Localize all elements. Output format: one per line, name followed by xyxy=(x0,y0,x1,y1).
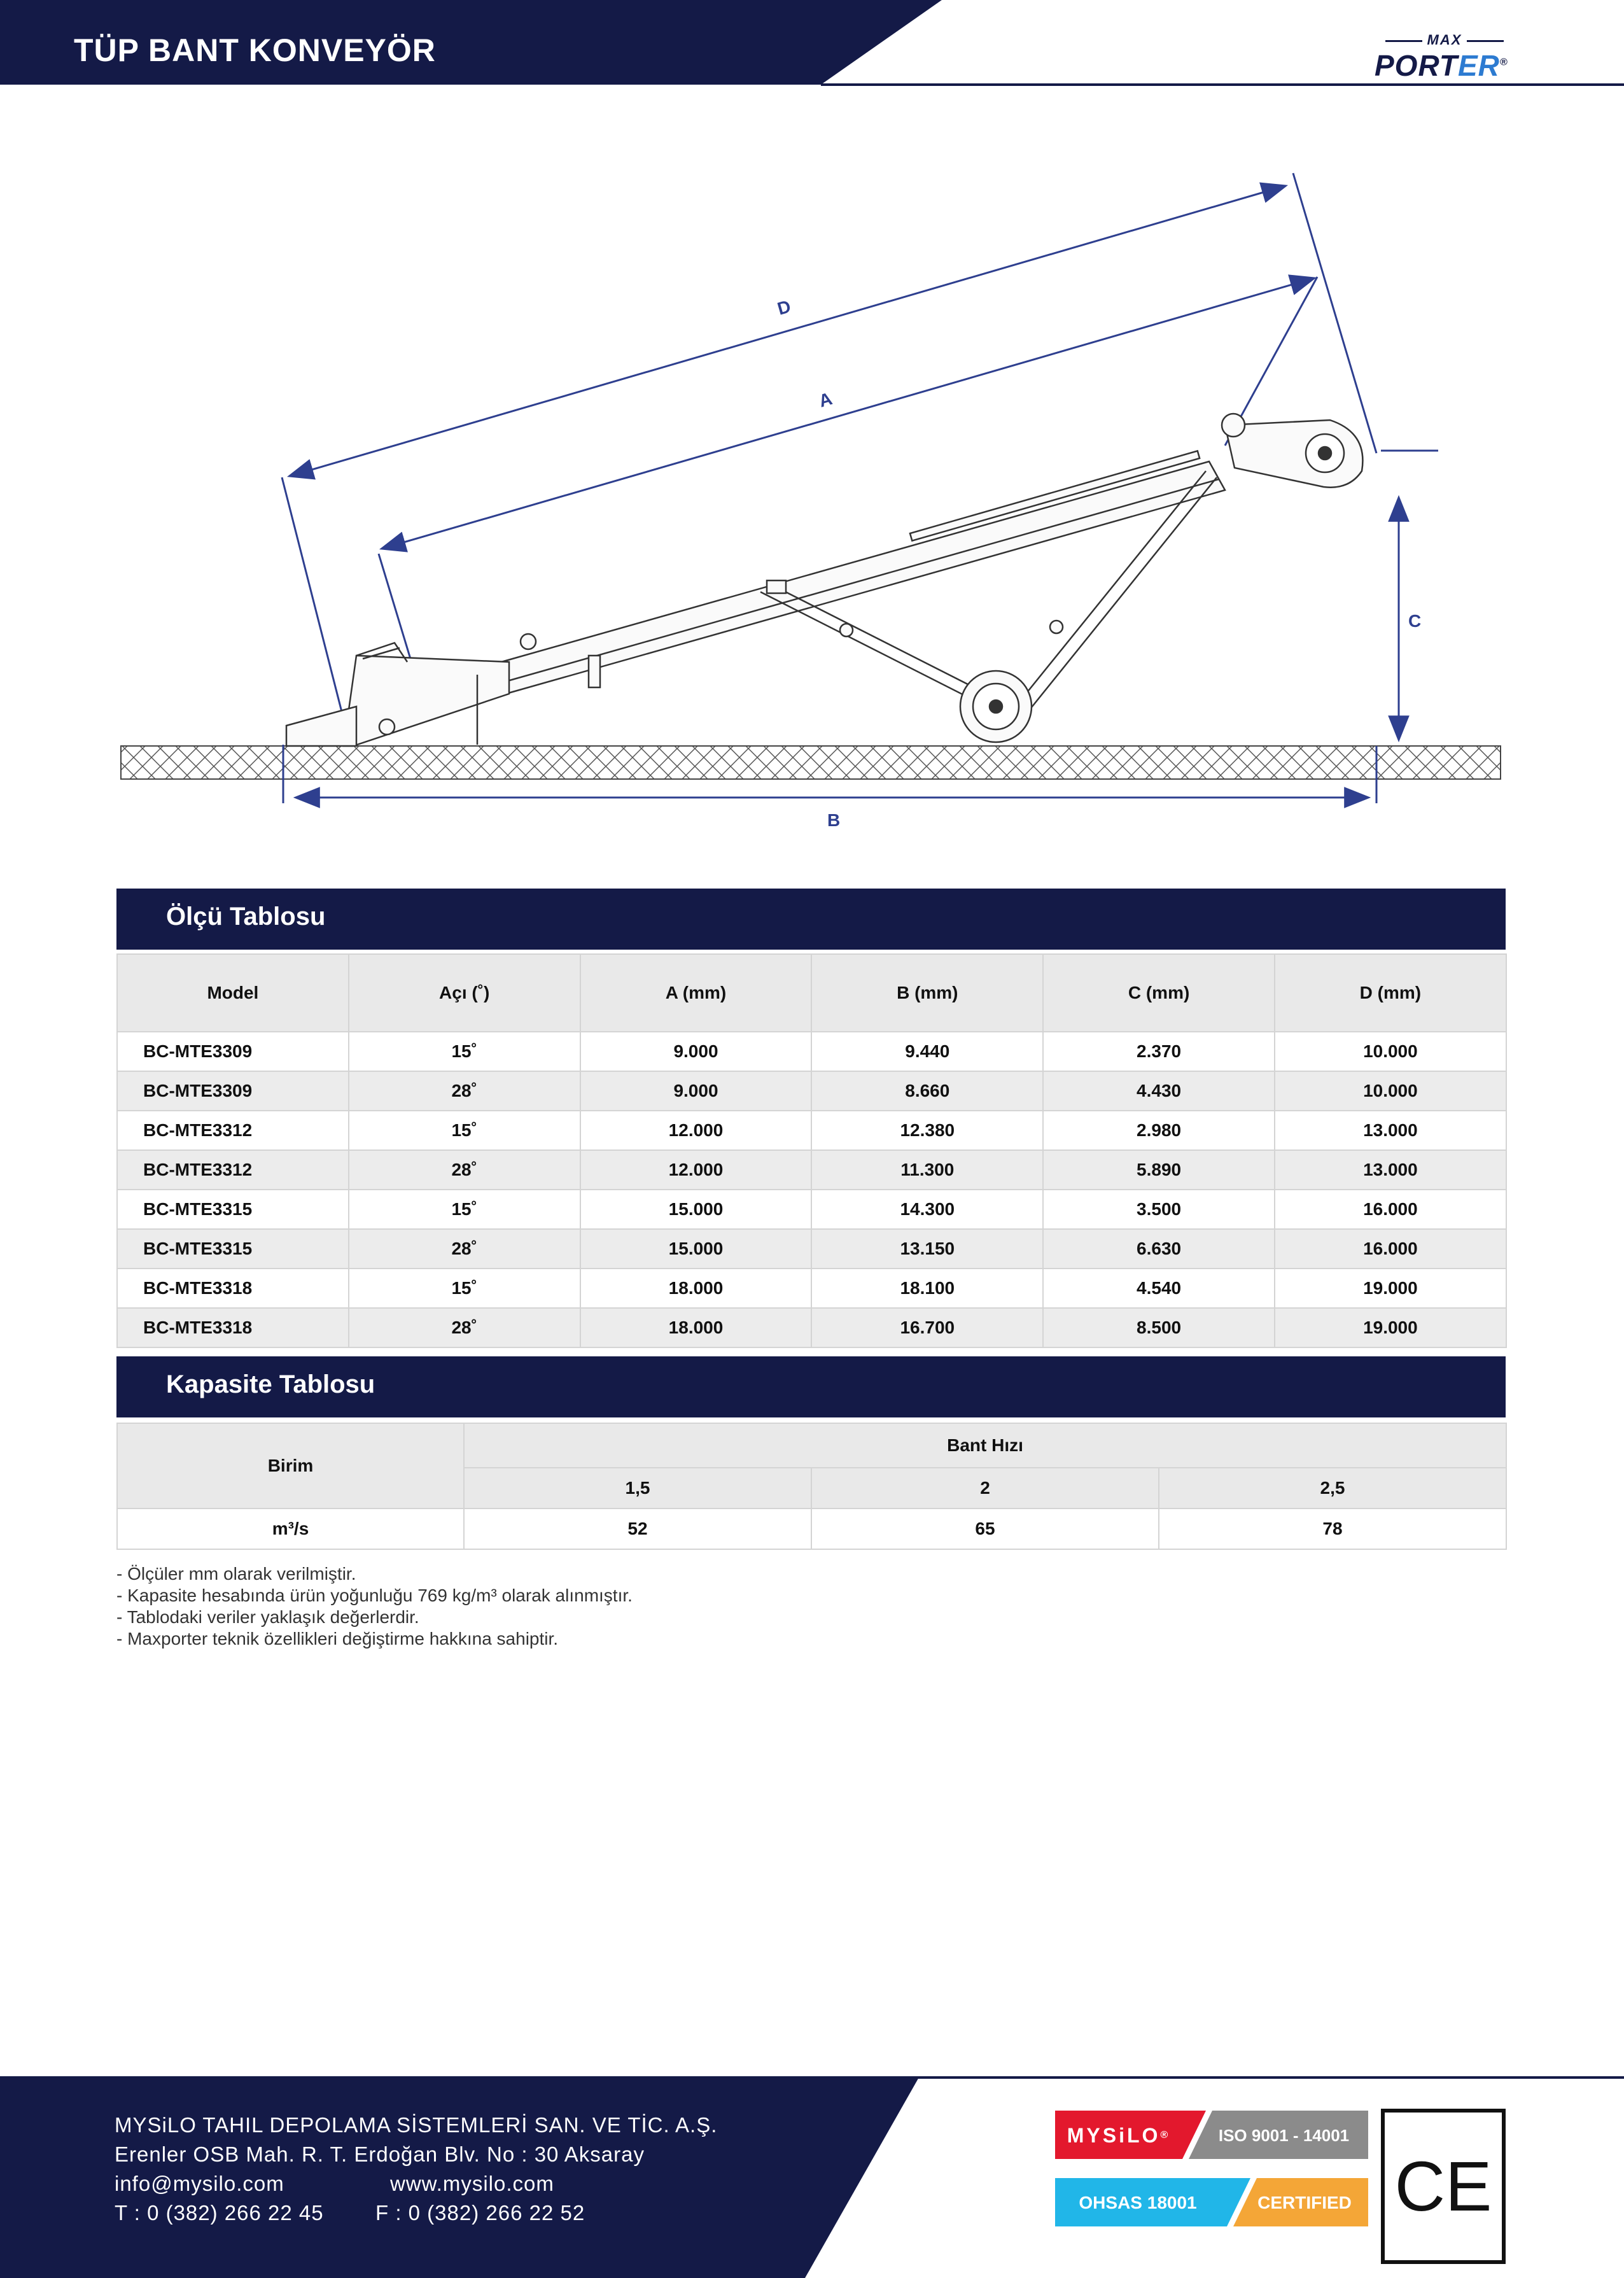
cell-angle: 15˚ xyxy=(349,1190,580,1229)
cell-a: 9.000 xyxy=(580,1071,812,1111)
cell-d: 10.000 xyxy=(1275,1032,1506,1071)
certified-badge: CERTIFIED xyxy=(1257,2193,1352,2212)
header-c: C (mm) xyxy=(1043,954,1275,1032)
cell-a: 15.000 xyxy=(580,1190,812,1229)
conveyor-drawing xyxy=(0,127,1624,859)
label-a: A xyxy=(816,388,835,411)
hopper xyxy=(344,656,509,746)
table-row xyxy=(117,1508,1506,1549)
note-line: - Maxporter teknik özellikleri değiştirme hakkına sahiptir. xyxy=(116,1629,559,1649)
header-b: B (mm) xyxy=(811,954,1043,1032)
logo-max-text: MAX xyxy=(1368,32,1521,48)
label-d: D xyxy=(775,296,794,319)
dimension-table-bar xyxy=(116,889,1506,950)
cell-model: BC-MTE3312 xyxy=(117,1150,349,1190)
table-row xyxy=(117,1111,1506,1150)
cell-d: 19.000 xyxy=(1275,1308,1506,1347)
cell-a: 9.000 xyxy=(580,1032,812,1071)
table-row xyxy=(117,1071,1506,1111)
footer-website: www.mysilo.com xyxy=(390,2172,554,2195)
cell-b: 14.300 xyxy=(811,1190,1043,1229)
cell-model: BC-MTE3309 xyxy=(117,1071,349,1111)
cell-angle: 15˚ xyxy=(349,1111,580,1150)
header-speed: 2 xyxy=(811,1468,1159,1508)
cell-a: 12.000 xyxy=(580,1150,812,1190)
note-line: - Kapasite hesabında ürün yoğunluğu 769 kg/m³ olarak alınmıştır. xyxy=(116,1585,633,1605)
notes-block xyxy=(116,1563,633,1650)
cell-model: BC-MTE3315 xyxy=(117,1229,349,1269)
cell-a: 18.000 xyxy=(580,1269,812,1308)
capacity-table xyxy=(116,1423,1507,1550)
cell-capacity: 78 xyxy=(1159,1508,1506,1549)
cell-a: 12.000 xyxy=(580,1111,812,1150)
iso-badge: ISO 9001 - 14001 xyxy=(1218,2125,1350,2145)
dimension-table xyxy=(116,953,1507,1348)
footer-fax: F : 0 (382) 266 22 52 xyxy=(375,2201,585,2225)
table-row xyxy=(117,1229,1506,1269)
dimension-table-title: Ölçü Tablosu xyxy=(166,903,326,931)
label-b: B xyxy=(827,810,841,830)
cell-model: BC-MTE3312 xyxy=(117,1111,349,1150)
note-line: - Ölçüler mm olarak verilmiştir. xyxy=(116,1564,356,1584)
header-d: D (mm) xyxy=(1275,954,1506,1032)
ce-mark: CE xyxy=(1381,2109,1506,2264)
table-row xyxy=(117,1032,1506,1071)
cell-d: 19.000 xyxy=(1275,1269,1506,1308)
table-row xyxy=(117,1269,1506,1308)
footer-email: info@mysilo.com xyxy=(115,2172,284,2195)
cell-c: 8.500 xyxy=(1043,1308,1275,1347)
cell-capacity: 65 xyxy=(811,1508,1159,1549)
cell-b: 18.100 xyxy=(811,1269,1043,1308)
mysilo-badge: MYSiLO ® xyxy=(1067,2123,1171,2147)
table-row xyxy=(117,1150,1506,1190)
cell-model: BC-MTE3309 xyxy=(117,1032,349,1071)
table-header-row xyxy=(117,954,1506,1032)
footer-phone: T : 0 (382) 266 22 45 xyxy=(115,2201,324,2225)
cell-b: 11.300 xyxy=(811,1150,1043,1190)
table-header-row xyxy=(117,1423,1506,1468)
header-angle: Açı (˚) xyxy=(349,954,580,1032)
cell-model: BC-MTE3318 xyxy=(117,1269,349,1308)
cell-model: BC-MTE3318 xyxy=(117,1308,349,1347)
cell-d: 13.000 xyxy=(1275,1150,1506,1190)
header-a: A (mm) xyxy=(580,954,812,1032)
header-belt-speed: Bant Hızı xyxy=(464,1423,1506,1468)
cell-d: 16.000 xyxy=(1275,1190,1506,1229)
capacity-table-title: Kapasite Tablosu xyxy=(166,1370,375,1398)
footer-address: Erenler OSB Mah. R. T. Erdoğan Blv. No : 30 Aksaray xyxy=(115,2142,645,2166)
cell-c: 3.500 xyxy=(1043,1190,1275,1229)
cell-angle: 28˚ xyxy=(349,1229,580,1269)
header-unit: Birim xyxy=(117,1423,464,1508)
page-title: TÜP BANT KONVEYÖR xyxy=(74,32,436,68)
ground-hatch xyxy=(121,746,1501,779)
cell-angle: 15˚ xyxy=(349,1032,580,1071)
header-model: Model xyxy=(117,954,349,1032)
cell-c: 6.630 xyxy=(1043,1229,1275,1269)
cell-c: 5.890 xyxy=(1043,1150,1275,1190)
cell-unit: m³/s xyxy=(117,1508,464,1549)
cell-angle: 28˚ xyxy=(349,1308,580,1347)
support-leg-front xyxy=(760,592,993,710)
cell-d: 13.000 xyxy=(1275,1111,1506,1150)
table-row xyxy=(117,1308,1506,1347)
cell-a: 18.000 xyxy=(580,1308,812,1347)
dimension-d xyxy=(290,186,1285,476)
cell-a: 15.000 xyxy=(580,1229,812,1269)
ohsas-badge: OHSAS 18001 xyxy=(1079,2193,1197,2212)
header-speed: 2,5 xyxy=(1159,1468,1506,1508)
note-line: - Tablodaki veriler yaklaşık değerlerdir. xyxy=(116,1607,419,1627)
header-speed: 1,5 xyxy=(464,1468,811,1508)
cell-b: 8.660 xyxy=(811,1071,1043,1111)
table-row xyxy=(117,1190,1506,1229)
cell-angle: 28˚ xyxy=(349,1071,580,1111)
cell-d: 16.000 xyxy=(1275,1229,1506,1269)
dimension-a xyxy=(382,278,1314,549)
cell-c: 4.430 xyxy=(1043,1071,1275,1111)
cell-angle: 28˚ xyxy=(349,1150,580,1190)
cell-c: 2.980 xyxy=(1043,1111,1275,1150)
capacity-table-bar xyxy=(116,1356,1506,1417)
cell-model: BC-MTE3315 xyxy=(117,1190,349,1229)
label-c: C xyxy=(1408,611,1422,631)
footer-company: MYSiLO TAHIL DEPOLAMA SİSTEMLERİ SAN. VE TİC. A.Ş. xyxy=(115,2113,718,2137)
cell-b: 9.440 xyxy=(811,1032,1043,1071)
cell-capacity: 52 xyxy=(464,1508,811,1549)
cell-c: 4.540 xyxy=(1043,1269,1275,1308)
cell-b: 13.150 xyxy=(811,1229,1043,1269)
cell-c: 2.370 xyxy=(1043,1032,1275,1071)
cell-angle: 15˚ xyxy=(349,1269,580,1308)
cell-d: 10.000 xyxy=(1275,1071,1506,1111)
cell-b: 12.380 xyxy=(811,1111,1043,1150)
maxporter-logo xyxy=(1368,25,1534,83)
cell-b: 16.700 xyxy=(811,1308,1043,1347)
logo-porter-text: PORTER® xyxy=(1375,49,1508,82)
